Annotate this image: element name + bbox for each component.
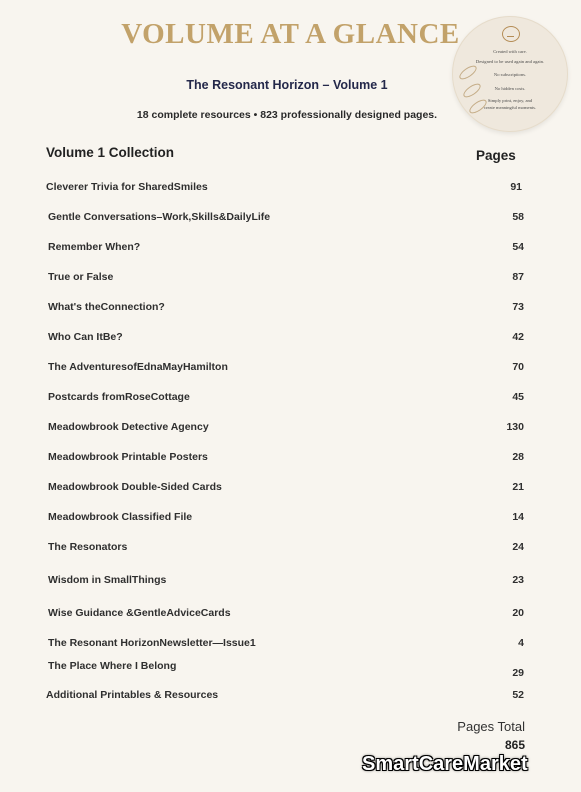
resource-pages: 29: [512, 667, 524, 679]
resource-name: The AdventuresofEdnaMayHamilton: [48, 361, 228, 373]
resource-pages: 45: [512, 391, 524, 403]
watermark: SmartCareMarket: [362, 753, 528, 775]
resource-name: Gentle Conversations–Work,Skills&DailyLife: [48, 211, 271, 223]
resource-name: The Place Where I Belong: [48, 660, 177, 672]
volume-subtitle: The Resonant Horizon – Volume 1: [186, 78, 388, 92]
resource-name: Wise Guidance &GentleAdviceCards: [48, 607, 231, 619]
resource-pages: 24: [512, 541, 524, 553]
logo-icon: [502, 26, 520, 42]
badge-line: No hidden costs.: [494, 86, 526, 91]
resource-pages: 4: [518, 637, 524, 649]
resource-name: Cleverer Trivia for SharedSmiles: [46, 181, 208, 193]
resource-pages: 14: [512, 511, 524, 523]
resource-pages: 70: [512, 361, 524, 373]
resource-name: Meadowbrook Double-Sided Cards: [48, 481, 222, 493]
badge-line: Simply print, enjoy, and: [487, 98, 533, 103]
resource-pages: 54: [512, 241, 524, 253]
resource-pages: 91: [510, 181, 522, 193]
resource-pages: 73: [512, 301, 524, 313]
resource-pages: 42: [512, 331, 524, 343]
badge-line: Created with care.: [493, 49, 527, 54]
volume-stats: 18 complete resources • 823 professionally designed pages.: [136, 109, 438, 121]
resource-name: Wisdom in SmallThings: [48, 574, 167, 586]
resource-name: Remember When?: [48, 241, 141, 253]
resource-pages: 21: [512, 481, 524, 493]
resource-name: Meadowbrook Printable Posters: [48, 451, 208, 463]
resource-name: Who Can ItBe?: [48, 331, 123, 343]
resource-pages: 28: [512, 451, 524, 463]
resource-pages: 52: [512, 689, 524, 701]
resource-pages: 20: [512, 607, 524, 619]
badge-line: Designed to be used again and again.: [475, 59, 545, 64]
resource-name: What's theConnection?: [48, 301, 165, 313]
badge-line: No subscriptions.: [493, 72, 527, 77]
collection-header: Volume 1 Collection: [46, 145, 175, 160]
resource-pages: 130: [506, 421, 524, 433]
resource-name: True or False: [48, 271, 114, 283]
pages-header: Pages: [476, 148, 516, 163]
resource-name: Additional Printables & Resources: [46, 689, 219, 701]
resource-name: Postcards fromRoseCottage: [48, 391, 190, 403]
resource-pages: 23: [512, 574, 524, 586]
resource-name: The Resonators: [48, 541, 128, 553]
resource-name: Meadowbrook Detective Agency: [48, 421, 209, 433]
page-title: VOLUME AT A GLANCE: [121, 18, 460, 50]
resource-name: The Resonant HorizonNewsletter—Issue1: [48, 637, 256, 649]
badge-line: create meaningful moments.: [483, 105, 537, 110]
resource-pages: 58: [512, 211, 524, 223]
resource-pages: 87: [512, 271, 524, 283]
resource-name: Meadowbrook Classified File: [48, 511, 193, 523]
pages-total-label: Pages Total: [457, 719, 525, 734]
pages-total-value: 865: [504, 738, 525, 752]
